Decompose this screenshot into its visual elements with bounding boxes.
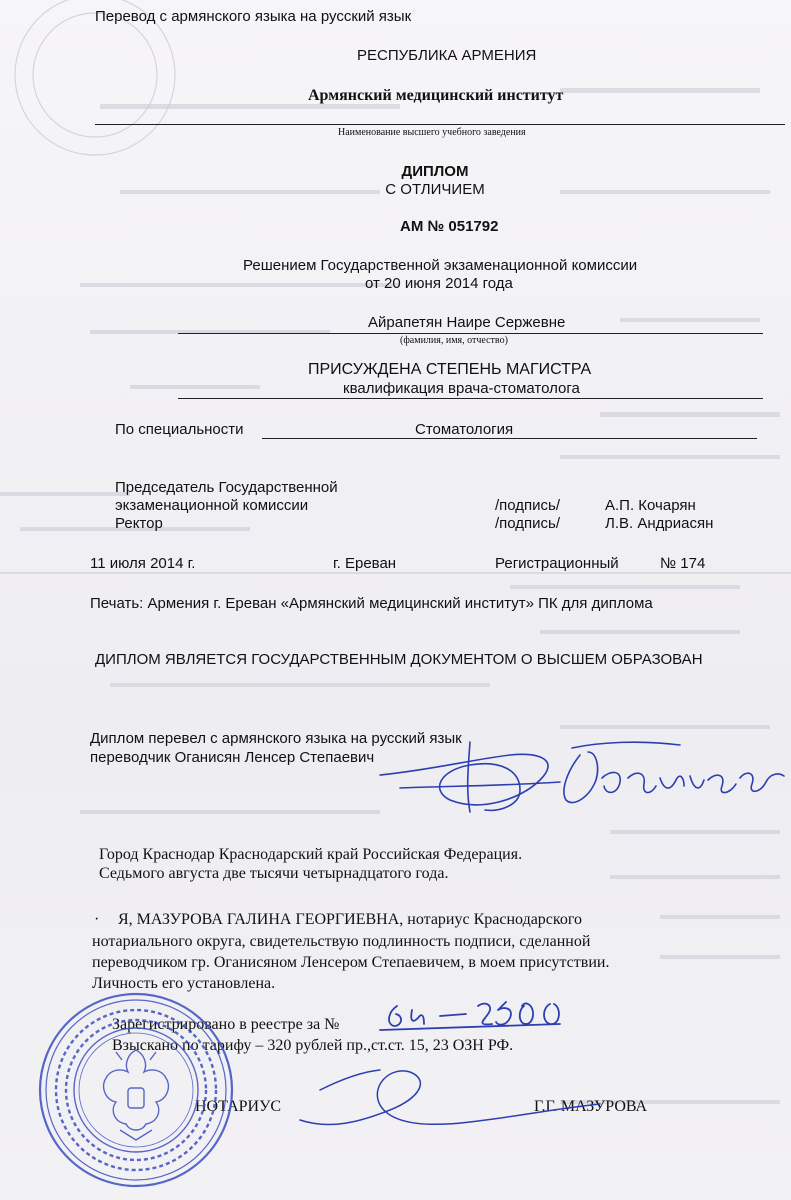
- rector-label: Ректор: [115, 515, 163, 532]
- institute-caption: Наименование высшего учебного заведения: [338, 127, 526, 138]
- chairman-signature: /подпись/: [495, 497, 561, 514]
- notary-statement-4: Личность его установлена.: [92, 975, 276, 992]
- notary-statement-3: переводчиком гр. Оганисяном Ленсером Степаевичем, в моем присутствии.: [92, 954, 610, 971]
- decision-line-1: Решением Государственной экзаменационной комиссии: [243, 257, 638, 274]
- diploma-subtitle: С ОТЛИЧИЕМ: [385, 181, 485, 198]
- translator-signature-icon: [380, 742, 560, 812]
- chairman-label-1: Председатель Государственной: [115, 479, 338, 496]
- translator-line-2: переводчик Оганисян Ленсер Степаевич: [90, 749, 375, 766]
- notary-statement-1: Я, МАЗУРОВА ГАЛИНА ГЕОРГИЕВНА, нотариус Краснодарского: [118, 911, 583, 928]
- notary-name: Г.Г. МАЗУРОВА: [534, 1098, 648, 1115]
- notary-title: НОТАРИУС: [195, 1098, 282, 1115]
- notary-signature-icon: [300, 1070, 600, 1125]
- translator-signature-script-icon: [564, 742, 784, 802]
- registry-number-handwriting: [380, 1002, 560, 1030]
- seal-description: Печать: Армения г. Ереван «Армянский медицинский институт» ПК для диплома: [90, 595, 653, 612]
- decision-line-2: от 20 июня 2014 года: [365, 275, 513, 292]
- diploma-title: ДИПЛОМ: [401, 163, 469, 180]
- institute-name: Армянский медицинский институт: [308, 87, 564, 104]
- issue-city: г. Ереван: [333, 555, 397, 572]
- rector-name: Л.В. Андриасян: [605, 515, 714, 532]
- state-document-note: ДИПЛОМ ЯВЛЯЕТСЯ ГОСУДАРСТВЕННЫМ ДОКУМЕНТОМ О ВЫСШЕМ ОБРАЗОВАН: [95, 651, 703, 668]
- chairman-name: А.П. Кочарян: [605, 497, 696, 514]
- notary-bullet: ·: [94, 911, 100, 928]
- name-caption: (фамилия, имя, отчество): [400, 335, 508, 346]
- chairman-label-2: экзаменационной комиссии: [115, 497, 309, 514]
- notary-place: Город Краснодар Краснодарский край Российская Федерация.: [99, 846, 523, 863]
- qualification: квалификация врача-стоматолога: [343, 380, 580, 397]
- specialty-value: Стоматология: [415, 421, 514, 438]
- registry-label: Зарегистрировано в реестре за №: [112, 1016, 340, 1033]
- translation-header: Перевод с армянского языка на русский язык: [95, 8, 412, 25]
- notary-seal-icon: [36, 990, 236, 1190]
- rector-signature: /подпись/: [495, 515, 561, 532]
- notary-date: Седьмого августа две тысячи четырнадцатого года.: [99, 865, 449, 882]
- graduate-name: Айрапетян Наире Сержевне: [368, 314, 566, 331]
- republic-title: РЕСПУБЛИКА АРМЕНИЯ: [357, 47, 537, 64]
- translator-line-1: Диплом перевел с армянского языка на русский язык: [90, 730, 462, 747]
- specialty-label: По специальности: [115, 421, 244, 438]
- diploma-number: АМ № 051792: [400, 218, 499, 235]
- registration-label: Регистрационный: [495, 555, 619, 572]
- registration-number: № 174: [660, 555, 706, 572]
- degree-awarded: ПРИСУЖДЕНА СТЕПЕНЬ МАГИСТРА: [308, 361, 592, 378]
- notary-statement-2: нотариального округа, свидетельствую подлинность подписи, сделанной: [92, 933, 591, 950]
- fee-line: Взыскано по тарифу – 320 рублей пр.,ст.ст. 15, 23 ОЗН РФ.: [112, 1037, 514, 1054]
- issue-date: 11 июля 2014 г.: [90, 555, 196, 572]
